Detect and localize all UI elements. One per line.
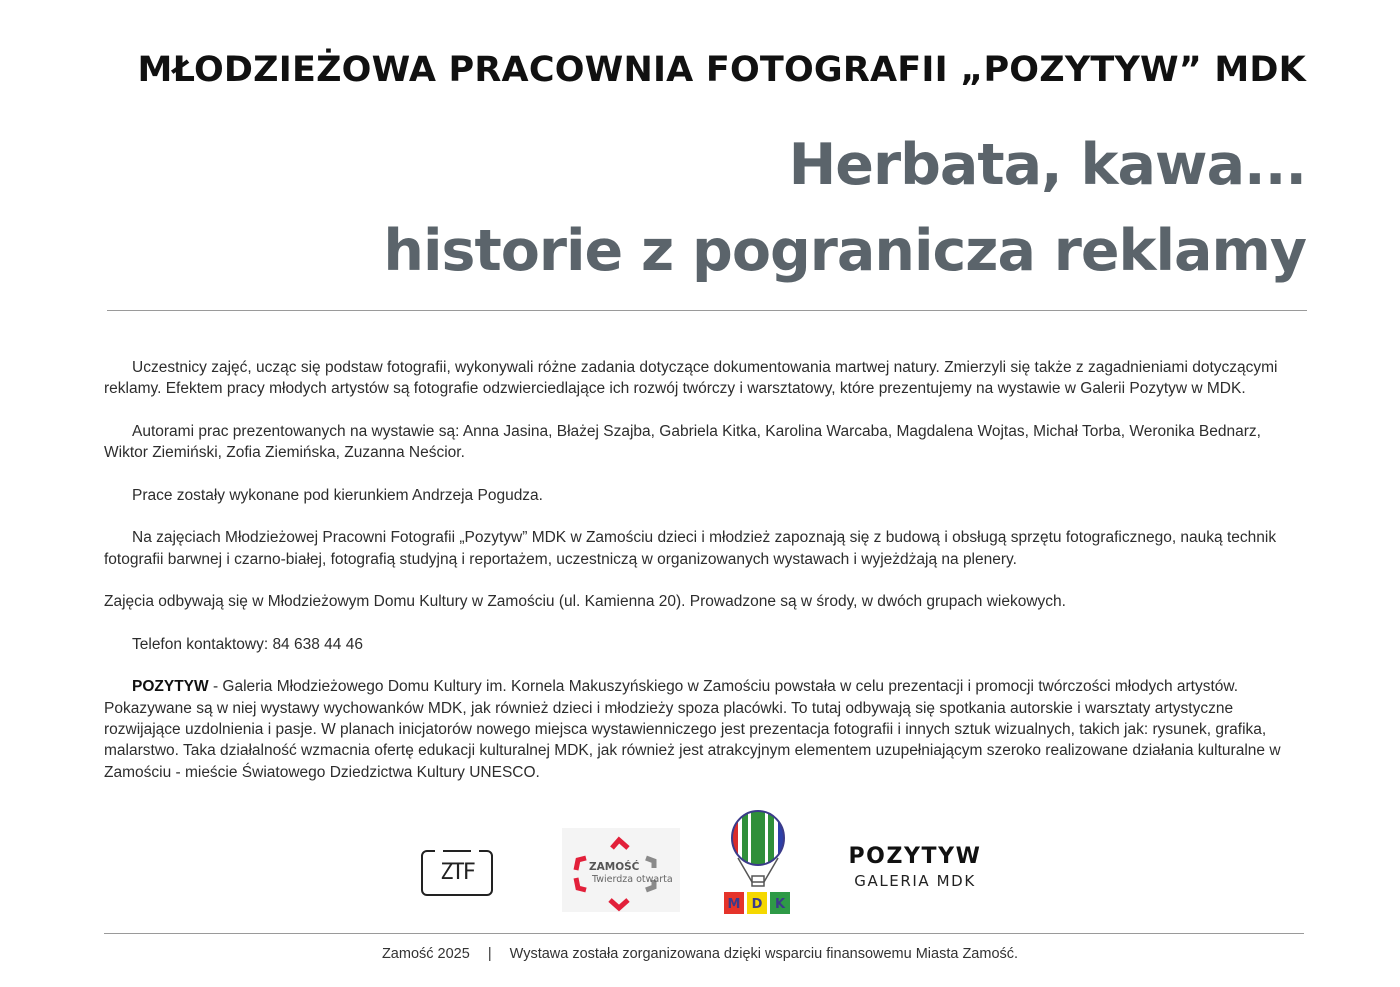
gallery-name: POZYTYW: [132, 678, 209, 696]
footer-separator: |: [487, 946, 492, 962]
pozytyw-logo-name: POZYTYW: [848, 844, 982, 869]
title-line-1: Herbata, kawa...: [788, 132, 1306, 198]
paragraph-intro: Uczestnicy zajęć, ucząc się podstaw fotografii, wykonywali różne zadania dotyczące dokumentowania martwej natury. Zmierzyli się także z zagadnieniami dotyczącymi reklamy. Efektem pracy młodych artystów są fotografie odzwierciedlające ich rozwój twórczy i warsztatowy, które prezentujemy na wystawie w Galerii Pozytyw w MDK.: [104, 359, 1278, 398]
footer-place-year: Zamość 2025: [381, 946, 470, 962]
mdk-balloon-logo: [722, 810, 794, 918]
pozytyw-gallery-logo: [840, 844, 990, 890]
ztf-logo-text: ZTF: [440, 860, 474, 885]
paragraph-phone: Telefon kontaktowy: 84 638 44 46: [132, 635, 363, 653]
footer-sponsor-note: Wystawa została zorganizowana dzięki wsparciu finansowemu Miasta Zamość.: [509, 946, 1019, 962]
svg-text:K: K: [774, 897, 786, 912]
svg-text:M: M: [727, 897, 741, 912]
paragraph-authors: Autorami prac prezentowanych na wystawie są: Anna Jasina, Błażej Szajba, Gabriela Kitka, Karolina Warcaba, Magdalena Wojtas, Michał Torba, Weronika Bednarz, Wiktor Ziemiński, Zofia Ziemińska, Zuzanna Neścior.: [104, 422, 1261, 462]
footer: [0, 946, 1400, 962]
hot-air-balloon-icon: [722, 810, 794, 918]
bottom-divider: [104, 933, 1304, 934]
paragraph-workshop: Na zajęciach Młodzieżowej Pracowni Fotografii „Pozytyw” MDK w Zamościu dzieci i młodzież zapoznają się z budową i obsługą sprzętu fotograficznego, nauką technik fotografii barwnej i czarno-białej, fotografią studyjną i reportażem, uczestniczą w organizowanych wystawach i wyjeżdżają na plenery.: [104, 529, 1277, 568]
body-text: [104, 357, 1302, 804]
gallery-description: - Galeria Młodzieżowego Domu Kultury im. Kornela Makuszyńskiego w Zamościu powstała w celu prezentacji i promocji twórczości młodych artystów. Pokazywane są w niej wystawy wychowanków MDK, jak również dzieci i młodzieży spoza placówki. To tutaj odbywają się spotkania autorskie i warsztaty artystyczne rozwijające uzdolnienia i pasje. W planach inicjatorów nowego miejsca wystawienniczego jest prezentacja fotografii i innych sztuk wizualnych, takich jak: rysunek, grafika, malarstwo. Taka działalność wzmacnia ofertę edukacji kulturalnej MDK, jak również jest atrakcyjnym elementem uzupełniającym szeroko realizowane działania kulturalne w Zamościu - mieście Światowego Dziedzictwa Kultury UNESCO.: [104, 678, 1281, 781]
top-divider: [107, 310, 1307, 311]
zamosc-logo: [562, 828, 680, 912]
zamosc-logo-name: ZAMOŚĆ: [589, 861, 640, 873]
paragraph-gallery: [104, 676, 1302, 782]
zamosc-logo-tagline: Twierdza otwarta: [592, 874, 673, 885]
title-line-2: historie z pogranicza reklamy: [383, 218, 1306, 284]
page-title: [383, 122, 1306, 294]
exhibition-kicker: MŁODZIEŻOWA PRACOWNIA FOTOGRAFII „POZYTYW” MDK: [137, 50, 1306, 90]
paragraph-schedule: Zajęcia odbywają się w Młodzieżowym Domu Kultury w Zamościu (ul. Kamienna 20). Prowadzone są w środy, w dwóch grupach wiekowych.: [104, 593, 1066, 611]
svg-text:D: D: [751, 897, 763, 912]
paragraph-supervisor: Prace zostały wykonane pod kierunkiem Andrzeja Pogudza.: [132, 486, 543, 504]
sponsor-logos: [0, 810, 1400, 920]
pozytyw-logo-subtitle: GALERIA MDK: [854, 872, 976, 890]
ztf-logo: [421, 850, 493, 896]
